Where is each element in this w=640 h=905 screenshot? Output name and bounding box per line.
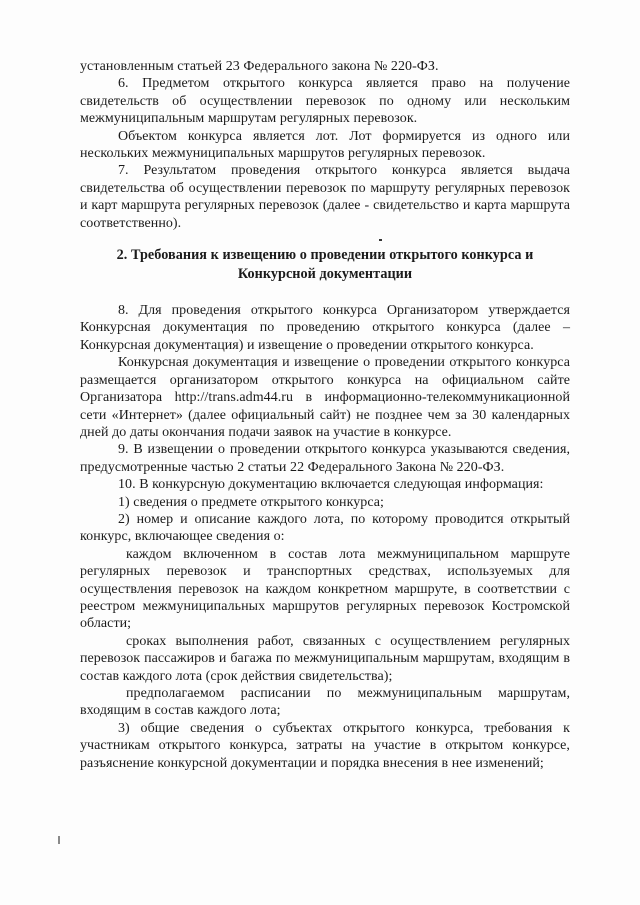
paragraph: установленным статьей 23 Федерального закона № 220-ФЗ.: [80, 59, 439, 74]
list-item: 1) сведения о предмете открытого конкурса;: [118, 494, 384, 510]
document-body: [80, 58, 570, 772]
section-heading: [80, 246, 570, 284]
section-heading-line-1: 2. Требования к извещению о проведении открытого конкурса и: [116, 247, 534, 264]
paragraph: 8. Для проведения открытого конкурса Организатором утверждается Конкурсная документация по проведению открытого конкурса (далее – Конкурсная документация) и извещение о проведении открытого конкурса.: [80, 303, 570, 353]
section-heading-line-2: Конкурсной документации: [237, 266, 413, 283]
bottom-paragraphs: [80, 302, 570, 772]
list-subitem: сроках выполнения работ, связанных с осуществлением регулярных перевозок пассажиров и багажа по межмуниципальным маршрутам, входящим в состав каждого лота (срок действия свидетельства);: [80, 633, 570, 684]
list-subitem: предполагаемом расписании по межмуниципальным маршрутам, входящим в состав каждого лота;: [80, 686, 570, 719]
scan-margin-mark: [58, 836, 60, 844]
list-item: 3) общие сведения о субъектах открытого конкурса, требования к участникам открытого конкурса, затраты на участие в открытом конкурсе, разъяснение конкурсной документации и порядка внесения в нее изменений;: [80, 720, 570, 771]
paragraph: Конкурсная документация и извещение о проведении открытого конкурса размещается организатором открытого конкурса на официальном сайте Организатора http://trans.adm44.ru в информационно-телекоммуникационной сети «Интернет» (далее официальный сайт) не позднее чем за 30 календарных дней до даты окончания подачи заявок на участие в конкурсе.: [80, 355, 570, 440]
paragraph: 7. Результатом проведения открытого конкурса является выдача свидетельства об осуществлении перевозок по маршруту регулярных перевозок и карт маршрута регулярных перевозок (далее - свидетельство и карта маршрута соответственно).: [80, 163, 570, 231]
paragraph: 10. В конкурсную документацию включается следующая информация:: [118, 477, 544, 493]
list-subitem: каждом включенном в состав лота межмуниципальном маршруте регулярных перевозок и транспортных средствах, используемых для осуществления перевозок на каждом конкретном маршруте, в соответствии с реестром межмуниципальных маршрутов регулярных перевозок Костромской области;: [80, 546, 570, 632]
top-paragraphs: [80, 58, 570, 232]
paragraph: 6. Предметом открытого конкурса является право на получение свидетельств об осуществлении перевозок по одному или нескольким межмуниципальным маршрутам регулярных перевозок.: [80, 76, 570, 127]
paragraph: 9. В извещении о проведении открытого конкурса указываются сведения, предусмотренные частью 2 статьи 22 Федерального Закона № 220-ФЗ.: [80, 442, 570, 475]
paragraph: Объектом конкурса является лот. Лот формируется из одного или нескольких межмуниципальных маршрутов регулярных перевозок.: [80, 128, 570, 162]
list-item: 2) номер и описание каждого лота, по которому проводится открытый конкурс, включающее сведения о:: [80, 511, 570, 545]
